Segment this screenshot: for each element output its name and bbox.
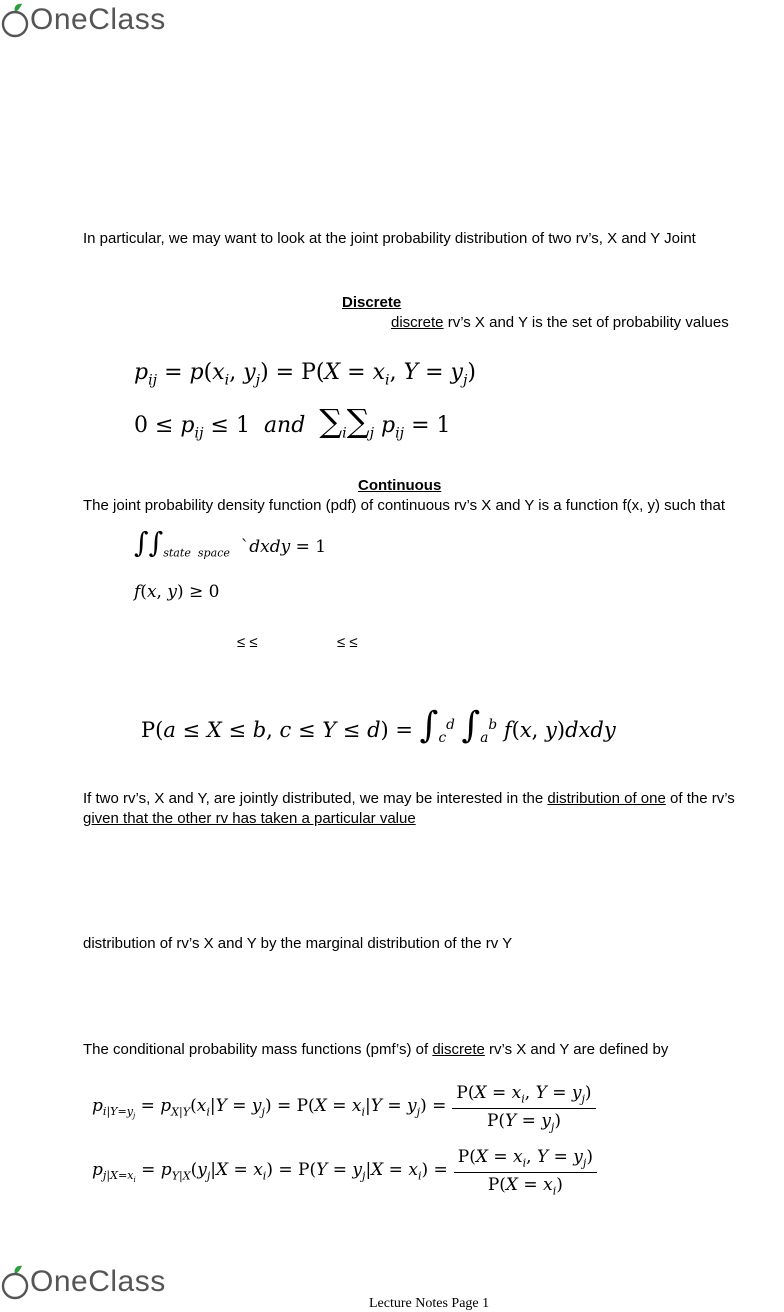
pmf-underlined: discrete xyxy=(432,1041,485,1058)
continuous-equation-image-2: f(x, y) ≥ 0 xyxy=(134,582,220,602)
conditional-intro-start: If two rv’s, X and Y, are jointly distributed, we may be interested in the xyxy=(83,790,548,807)
intro-text: In particular, we may want to look at the joint probability distribution of two rv’s, X and Y Joint xyxy=(83,230,696,247)
apple-logo-icon xyxy=(0,1264,30,1300)
discrete-equation-image: $p_{ij} = p(x_i$, $y_j) = P(X = x_i$, $Y = y_j$) xyxy=(134,360,476,389)
conditional-intro xyxy=(83,790,735,808)
discrete-heading: Discrete xyxy=(342,294,402,311)
discrete-underlined: discrete xyxy=(391,314,444,331)
probability-integral-image: P(a ≤ X ≤ b, $c \le Y \le d) = \int_c^d$ $\int_a^b$ f(x, y)dxdy xyxy=(141,705,616,747)
pmf-text xyxy=(83,1041,668,1059)
oneclass-logo-top xyxy=(0,2,166,38)
marginal-text: distribution of rv’s X and Y by the marginal distribution of the rv Y xyxy=(83,935,513,952)
continuous-equation-image: $\int\int_{state space}$ `dxdy = 1 xyxy=(134,526,327,560)
leq-symbols-1: ≤ ≤ xyxy=(237,634,258,651)
continuous-definition: The joint probability density function (pdf) of continuous rv’s X and Y is a function f(x, y) such that xyxy=(83,497,726,514)
oneclass-logo-bottom xyxy=(0,1264,166,1300)
brand-name-bottom: OneClass xyxy=(30,1265,166,1298)
pmf-text-start: The conditional probability mass functions (pmf’s) of xyxy=(83,1041,433,1058)
page-label: Lecture Notes Page 1 xyxy=(369,1296,490,1311)
apple-logo-icon xyxy=(0,2,30,38)
discrete-definition xyxy=(391,314,729,332)
pmf-text-end: rv’s X and Y are defined by xyxy=(484,1041,669,1058)
conditional-intro-end: of the rv’s xyxy=(665,790,735,807)
continuous-heading: Continuous xyxy=(358,477,442,494)
conditional-pmf-equation-image-1: $p_{i|Y=y_j} = p_{X|Y}(x_i|Y = y_j) = P(X = x_i|Y = y_j)$ = $\frac{P(X = x_i, Y = y_j)}{P(Y = y_j)}$ xyxy=(92,1078,596,1138)
conditional-pmf-equation-image-2: $p_{j|X=x_i} = p_{Y|X}(y_j|X = x_i) = P(Y = y_j|X = x_i)$ = $\frac{P(X = x_i, Y = y_j)}{P(X = x_i)}$ xyxy=(92,1142,597,1202)
leq-symbols-2: ≤ ≤ xyxy=(337,634,358,651)
conditional-intro-underlined: distribution of one xyxy=(547,790,666,807)
brand-name: OneClass xyxy=(30,3,166,36)
discrete-definition-rest: rv’s X and Y is the set of probability values xyxy=(443,314,729,331)
conditional-intro-line2: given that the other rv has taken a particular value xyxy=(83,810,416,827)
discrete-equation-image-2: $0 \le p_{ij} \le 1$ and $\sum_i\sum_j$ $p_{ij} = 1$ xyxy=(134,402,451,442)
